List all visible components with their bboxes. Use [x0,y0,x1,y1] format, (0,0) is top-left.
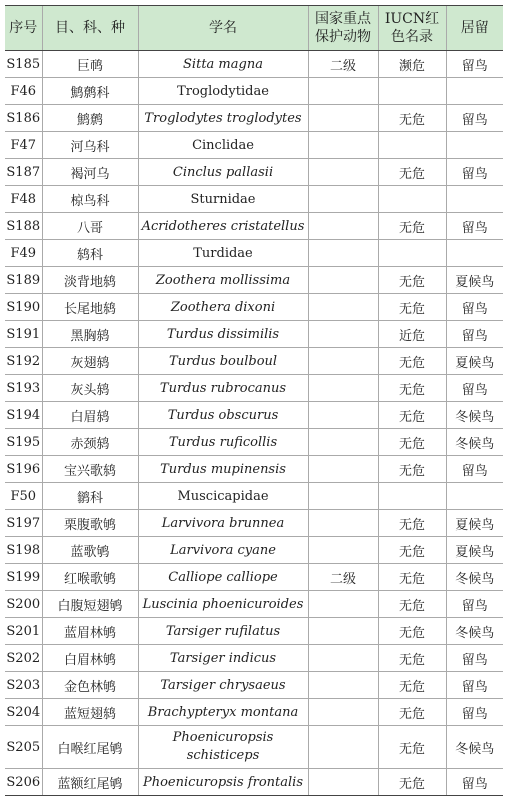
species-row [5,267,503,294]
cell-chinese-name: 八哥 [42,213,138,240]
cell-scientific-name: Cinclus pallasii [138,159,308,186]
cell-residency [446,78,503,105]
species-row [5,672,503,699]
family-row [5,132,503,159]
cell-residency: 留鸟 [446,51,503,78]
cell-residency: 夏候鸟 [446,267,503,294]
cell-chinese-name: 灰翅鸫 [42,348,138,375]
cell-scientific-name: Larvivora brunnea [138,510,308,537]
cell-chinese-name: 蓝歌鸲 [42,537,138,564]
cell-scientific-name: Tarsiger rufilatus [138,618,308,645]
cell-protection-level [308,132,378,159]
cell-scientific-name: Larvivora cyane [138,537,308,564]
cell-serial-number: S206 [5,769,42,796]
cell-serial-number: S192 [5,348,42,375]
cell-iucn-status: 无危 [378,537,446,564]
cell-serial-number: S203 [5,672,42,699]
cell-residency: 夏候鸟 [446,510,503,537]
cell-serial-number: S187 [5,159,42,186]
cell-serial-number: S188 [5,213,42,240]
cell-iucn-status: 无危 [378,564,446,591]
cell-serial-number: F49 [5,240,42,267]
species-row [5,645,503,672]
species-row [5,456,503,483]
cell-scientific-name: Turdus obscurus [138,402,308,429]
cell-serial-number: S202 [5,645,42,672]
species-row [5,618,503,645]
cell-chinese-name: 淡背地鸫 [42,267,138,294]
header-iucn-status: IUCN红色名录 [378,6,446,51]
cell-iucn-status [378,483,446,510]
cell-protection-level [308,186,378,213]
cell-protection-level [308,402,378,429]
cell-iucn-status: 无危 [378,591,446,618]
cell-chinese-name: 长尾地鸫 [42,294,138,321]
species-row [5,564,503,591]
cell-iucn-status: 无危 [378,726,446,769]
cell-residency: 留鸟 [446,294,503,321]
cell-protection-level [308,510,378,537]
cell-protection-level: 二级 [308,51,378,78]
cell-chinese-name: 蓝眉林鸲 [42,618,138,645]
cell-scientific-name: Sitta magna [138,51,308,78]
cell-residency [446,132,503,159]
cell-protection-level [308,699,378,726]
cell-residency: 留鸟 [446,672,503,699]
cell-protection-level [308,726,378,769]
cell-protection-level [308,537,378,564]
cell-scientific-name: Sturnidae [138,186,308,213]
cell-iucn-status: 无危 [378,375,446,402]
cell-serial-number: S186 [5,105,42,132]
cell-scientific-name: Brachypteryx montana [138,699,308,726]
cell-scientific-name: Turdus dissimilis [138,321,308,348]
cell-chinese-name: 椋鸟科 [42,186,138,213]
cell-protection-level [308,591,378,618]
species-row [5,769,503,796]
cell-iucn-status: 无危 [378,699,446,726]
cell-residency [446,240,503,267]
table-body [5,51,503,796]
species-table [5,5,503,796]
cell-chinese-name: 灰头鸫 [42,375,138,402]
cell-chinese-name: 白腹短翅鸲 [42,591,138,618]
cell-serial-number: S197 [5,510,42,537]
cell-iucn-status: 无危 [378,159,446,186]
cell-chinese-name: 蓝短翅鸫 [42,699,138,726]
cell-residency: 留鸟 [446,375,503,402]
species-row [5,537,503,564]
cell-scientific-name: Turdus rubrocanus [138,375,308,402]
cell-protection-level [308,429,378,456]
cell-chinese-name: 黑胸鸫 [42,321,138,348]
header-scientific-name: 学名 [138,6,308,51]
bird-checklist [5,5,503,796]
cell-protection-level [308,645,378,672]
family-row [5,240,503,267]
cell-serial-number: S200 [5,591,42,618]
cell-iucn-status: 无危 [378,213,446,240]
species-row [5,375,503,402]
header-chinese-name: 目、科、种 [42,6,138,51]
cell-iucn-status: 无危 [378,618,446,645]
cell-scientific-name: Turdus mupinensis [138,456,308,483]
cell-serial-number: F50 [5,483,42,510]
cell-iucn-status: 濒危 [378,51,446,78]
cell-scientific-name: Zoothera mollissima [138,267,308,294]
cell-chinese-name: 褐河乌 [42,159,138,186]
cell-residency: 夏候鸟 [446,537,503,564]
cell-chinese-name: 河乌科 [42,132,138,159]
cell-serial-number: S204 [5,699,42,726]
cell-serial-number: S199 [5,564,42,591]
species-row [5,591,503,618]
cell-protection-level [308,213,378,240]
cell-iucn-status: 无危 [378,456,446,483]
cell-scientific-name: Zoothera dixoni [138,294,308,321]
cell-scientific-name: Luscinia phoenicuroides [138,591,308,618]
cell-serial-number: S201 [5,618,42,645]
header-serial-number: 序号 [5,6,42,51]
cell-protection-level [308,348,378,375]
cell-iucn-status: 无危 [378,672,446,699]
species-row [5,51,503,78]
cell-chinese-name: 鸫科 [42,240,138,267]
header-residency: 居留 [446,6,503,51]
cell-residency: 留鸟 [446,699,503,726]
cell-iucn-status: 近危 [378,321,446,348]
cell-serial-number: S198 [5,537,42,564]
cell-residency: 冬候鸟 [446,618,503,645]
cell-chinese-name: 鹪鹩科 [42,78,138,105]
cell-residency: 冬候鸟 [446,564,503,591]
cell-scientific-name: Turdus ruficollis [138,429,308,456]
cell-iucn-status: 无危 [378,294,446,321]
cell-iucn-status: 无危 [378,402,446,429]
cell-residency: 留鸟 [446,645,503,672]
cell-iucn-status: 无危 [378,769,446,796]
cell-residency [446,483,503,510]
header-row [5,6,503,51]
cell-iucn-status: 无危 [378,645,446,672]
species-row [5,510,503,537]
cell-serial-number: S194 [5,402,42,429]
cell-iucn-status [378,240,446,267]
cell-residency: 留鸟 [446,769,503,796]
cell-iucn-status: 无危 [378,510,446,537]
cell-protection-level [308,483,378,510]
cell-serial-number: F48 [5,186,42,213]
cell-protection-level: 二级 [308,564,378,591]
cell-protection-level [308,672,378,699]
cell-iucn-status: 无危 [378,429,446,456]
cell-serial-number: S196 [5,456,42,483]
cell-protection-level [308,618,378,645]
family-row [5,186,503,213]
cell-chinese-name: 金色林鸲 [42,672,138,699]
cell-chinese-name: 白眉林鸲 [42,645,138,672]
cell-serial-number: F47 [5,132,42,159]
cell-chinese-name: 赤颈鸫 [42,429,138,456]
cell-scientific-name: Troglodytes troglodytes [138,105,308,132]
cell-scientific-name: Phoenicuropsis frontalis [138,769,308,796]
cell-residency [446,186,503,213]
species-row [5,105,503,132]
cell-serial-number: S193 [5,375,42,402]
cell-scientific-name: Phoenicuropsis schisticeps [138,726,308,769]
cell-scientific-name: Acridotheres cristatellus [138,213,308,240]
species-row [5,699,503,726]
cell-scientific-name: Turdus boulboul [138,348,308,375]
species-row [5,159,503,186]
cell-chinese-name: 鹟科 [42,483,138,510]
cell-protection-level [308,321,378,348]
cell-protection-level [308,294,378,321]
cell-chinese-name: 白喉红尾鸲 [42,726,138,769]
cell-chinese-name: 鹪鹩 [42,105,138,132]
cell-iucn-status [378,186,446,213]
cell-scientific-name: Muscicapidae [138,483,308,510]
cell-residency: 留鸟 [446,213,503,240]
cell-iucn-status: 无危 [378,105,446,132]
cell-scientific-name: Tarsiger chrysaeus [138,672,308,699]
cell-iucn-status [378,132,446,159]
cell-residency: 留鸟 [446,456,503,483]
species-row [5,348,503,375]
cell-serial-number: S189 [5,267,42,294]
cell-protection-level [308,769,378,796]
species-row [5,402,503,429]
cell-protection-level [308,375,378,402]
cell-scientific-name: Tarsiger indicus [138,645,308,672]
cell-chinese-name: 栗腹歌鸲 [42,510,138,537]
cell-residency: 留鸟 [446,159,503,186]
cell-residency: 冬候鸟 [446,429,503,456]
cell-residency: 冬候鸟 [446,726,503,769]
cell-scientific-name: Troglodytidae [138,78,308,105]
cell-residency: 冬候鸟 [446,402,503,429]
cell-iucn-status: 无危 [378,267,446,294]
cell-serial-number: F46 [5,78,42,105]
species-row [5,726,503,769]
cell-residency: 留鸟 [446,591,503,618]
cell-serial-number: S191 [5,321,42,348]
cell-chinese-name: 蓝额红尾鸲 [42,769,138,796]
cell-protection-level [308,267,378,294]
table-header [5,6,503,51]
cell-protection-level [308,456,378,483]
cell-chinese-name: 宝兴歌鸫 [42,456,138,483]
family-row [5,483,503,510]
species-row [5,321,503,348]
species-row [5,429,503,456]
cell-protection-level [308,159,378,186]
cell-serial-number: S190 [5,294,42,321]
cell-iucn-status [378,78,446,105]
cell-chinese-name: 白眉鸫 [42,402,138,429]
cell-residency: 留鸟 [446,321,503,348]
cell-scientific-name: Cinclidae [138,132,308,159]
cell-protection-level [308,240,378,267]
family-row [5,78,503,105]
cell-iucn-status: 无危 [378,348,446,375]
cell-scientific-name: Turdidae [138,240,308,267]
cell-residency: 夏候鸟 [446,348,503,375]
species-row [5,213,503,240]
cell-serial-number: S195 [5,429,42,456]
cell-chinese-name: 红喉歌鸲 [42,564,138,591]
cell-protection-level [308,78,378,105]
cell-protection-level [308,105,378,132]
cell-residency: 留鸟 [446,105,503,132]
cell-scientific-name: Calliope calliope [138,564,308,591]
header-protection-level: 国家重点保护动物 [308,6,378,51]
cell-serial-number: S185 [5,51,42,78]
species-row [5,294,503,321]
cell-chinese-name: 巨䴓 [42,51,138,78]
cell-serial-number: S205 [5,726,42,769]
